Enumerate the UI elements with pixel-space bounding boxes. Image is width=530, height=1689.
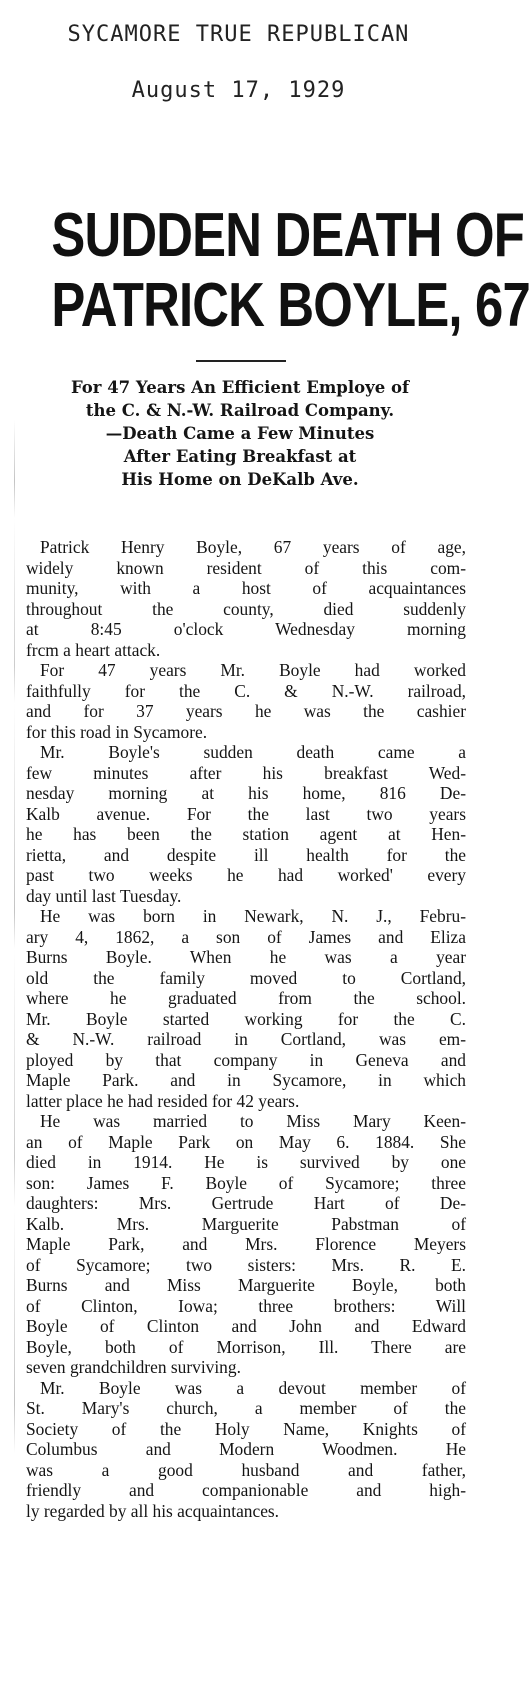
article-line: an of Maple Park on May 6. 1884. She	[26, 1131, 466, 1152]
article-line: nesday morning at his home, 816 De-	[26, 783, 466, 803]
article-line: where he graduated from the school.	[26, 988, 466, 1008]
article-line: died in 1914. He is survived by one	[26, 1152, 466, 1172]
article-line: & N.-W. railroad in Cortland, was em-	[26, 1029, 466, 1049]
article-line: He was born in Newark, N. J., Febru-	[40, 906, 466, 926]
subheadline-deck	[20, 376, 460, 491]
article-line: at 8:45 o'clock Wednesday morning	[26, 619, 466, 639]
article-line: rietta, and despite ill health for the	[26, 844, 466, 865]
article-line: friendly and companionable and high-	[26, 1480, 466, 1500]
deck-line: For 47 Years An Efficient Employe of	[70, 378, 410, 397]
column-edge	[14, 420, 15, 1650]
article-line: Society of the Holy Name, Knights of	[26, 1418, 466, 1439]
article-line: few minutes after his breakfast Wed-	[26, 762, 466, 783]
deck-line: His Home on DeKalb Ave.	[121, 470, 359, 489]
article-line: he has been the station agent at Hen-	[26, 824, 466, 844]
article-line: daughters: Mrs. Gertrude Hart of De-	[26, 1193, 466, 1213]
article-line: munity, with a host of acquaintances	[26, 578, 466, 598]
article-line: Mr. Boyle was a devout member of	[40, 1377, 466, 1398]
article-line: ary 4, 1862, a son of James and Eliza	[26, 926, 466, 947]
article-line: throughout the county, died suddenly	[26, 598, 466, 619]
article-line: He was married to Miss Mary Keen-	[40, 1111, 466, 1131]
article-line: Burns and Miss Marguerite Boyle, both	[26, 1275, 466, 1295]
article-line: son: James F. Boyle of Sycamore; three	[26, 1172, 466, 1193]
article-line: frcm a heart attack.	[26, 639, 161, 660]
article-line: Maple Park. and in Sycamore, in which	[26, 1070, 466, 1090]
article-line: Patrick Henry Boyle, 67 years of age,	[40, 537, 466, 557]
article-line: day until last Tuesday.	[26, 885, 182, 906]
article-line: Kalb avenue. For the last two years	[26, 803, 466, 824]
publication-date: August 17, 1929	[131, 78, 346, 103]
deck-line: —Death Came a Few Minutes	[105, 424, 375, 443]
article-line: Boyle, both of Morrison, Ill. There are	[26, 1336, 466, 1357]
article-line: ployed by that company in Geneva and	[26, 1049, 466, 1070]
article-line: was a good husband and father,	[26, 1459, 466, 1480]
deck-line: After Eating Breakfast at	[123, 447, 357, 466]
article-line: widely known resident of this com-	[26, 557, 466, 578]
headline-line-2: PATRICK BOYLE, 67	[51, 271, 530, 340]
article-line: seven grandchildren surviving.	[26, 1357, 241, 1377]
article-line: Mr. Boyle started working for the C.	[26, 1008, 466, 1029]
article-line: of Clinton, Iowa; three brothers: Will	[26, 1295, 466, 1316]
article-line: old the family moved to Cortland,	[26, 967, 466, 988]
article-line: St. Mary's church, a member of the	[26, 1398, 466, 1418]
article-line: ly regarded by all his acquaintances.	[26, 1500, 280, 1521]
headline-line-1: SUDDEN DEATH OF	[51, 201, 524, 270]
deck-line: the C. & N.-W. Railroad Company.	[85, 401, 395, 420]
newspaper-source: SYCAMORE TRUE REPUBLICAN	[67, 22, 410, 47]
article-line: and for 37 years he was the cashier	[26, 701, 466, 721]
article-line: Kalb. Mrs. Marguerite Pabstman of	[26, 1213, 466, 1234]
article-line: past two weeks he had worked' every	[26, 865, 466, 885]
article-line: Columbus and Modern Woodmen. He	[26, 1439, 466, 1459]
article-line: latter place he had resided for 42 years.	[26, 1090, 300, 1111]
article-body	[26, 537, 466, 1521]
article-line: Mr. Boyle's sudden death came a	[40, 742, 466, 762]
headline-divider	[196, 360, 286, 362]
article-line: For 47 years Mr. Boyle had worked	[40, 660, 466, 680]
article-line: faithfully for the C. & N.-W. railroad,	[26, 680, 466, 701]
article-line: for this road in Sycamore.	[26, 721, 208, 742]
article-line: Maple Park, and Mrs. Florence Meyers	[26, 1234, 466, 1254]
article-line: Boyle of Clinton and John and Edward	[26, 1316, 466, 1336]
article-line: Burns Boyle. When he was a year	[26, 947, 466, 967]
article-line: of Sycamore; two sisters: Mrs. R. E.	[26, 1254, 466, 1275]
